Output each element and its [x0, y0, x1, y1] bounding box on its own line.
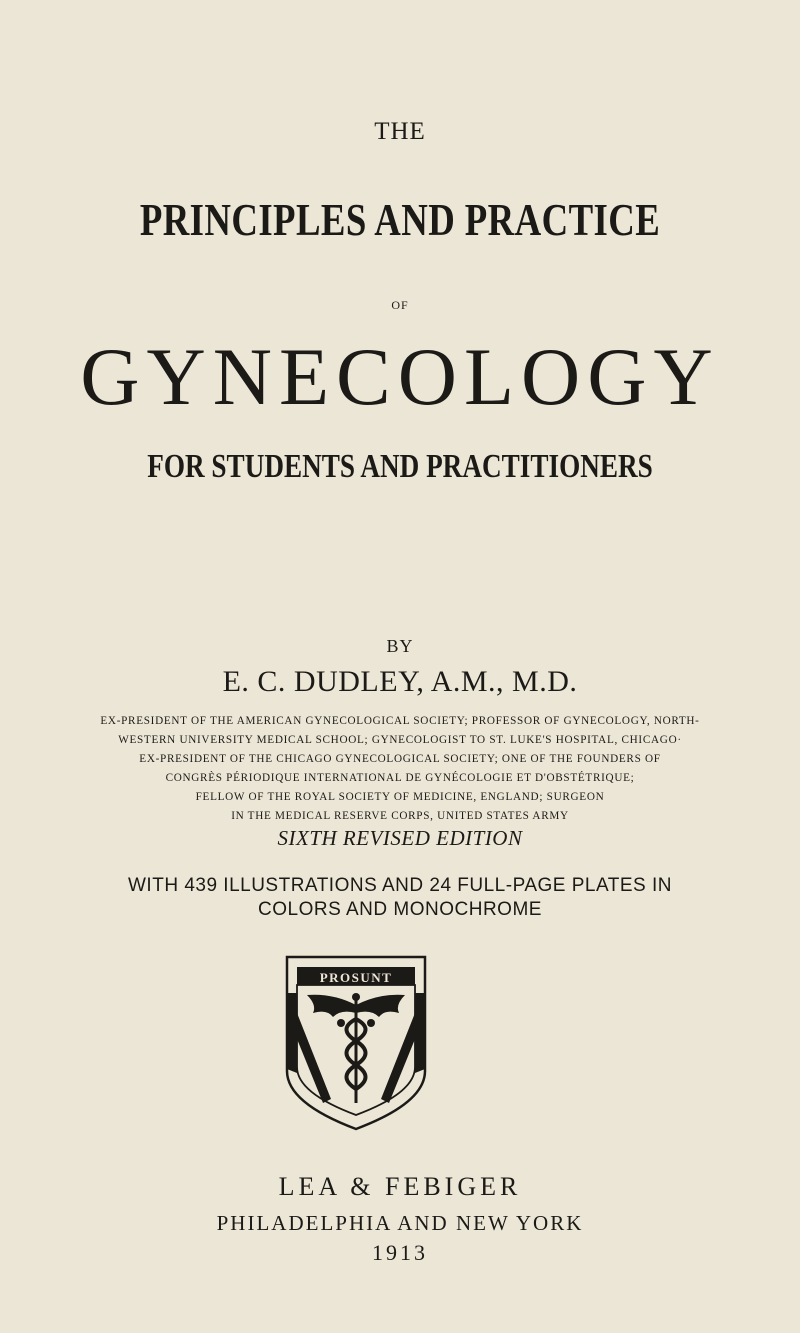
publisher-name: LEA & FEBIGER [278, 1172, 522, 1201]
credential-line: WESTERN UNIVERSITY MEDICAL SCHOOL; GYNECOLOGIST TO ST. LUKE'S HOSPITAL, CHICAGO· [118, 734, 682, 746]
credential-line: EX-PRESIDENT OF THE CHICAGO GYNECOLOGICAL SOCIETY; ONE OF THE FOUNDERS OF [139, 753, 661, 765]
credential-line: CONGRÈS PÉRIODIQUE INTERNATIONAL DE GYNÉCOLOGIE ET D'OBSTÉTRIQUE; [165, 772, 635, 784]
credential-line: FELLOW OF THE ROYAL SOCIETY OF MEDICINE, ENGLAND; SURGEON [195, 791, 605, 803]
publisher-cities: PHILADELPHIA AND NEW YORK [216, 1211, 584, 1235]
credential-line: IN THE MEDICAL RESERVE CORPS, UNITED STATES ARMY [231, 810, 569, 822]
caduceus-shield-icon [283, 953, 429, 1131]
subtitle: FOR STUDENTS AND PRACTITIONERS [147, 448, 653, 485]
credential-line: EX-PRESIDENT OF THE AMERICAN GYNECOLOGICAL SOCIETY; PROFESSOR OF GYNECOLOGY, NORTH- [100, 715, 700, 727]
publication-year: 1913 [372, 1240, 428, 1265]
author-name: E. C. DUDLEY, A.M., M.D. [222, 665, 578, 698]
svg-text:PROSUNT: PROSUNT [319, 970, 393, 985]
title-line-principles: PRINCIPLES AND PRACTICE [139, 194, 661, 245]
author-credentials [0, 712, 800, 826]
illustrations-line: COLORS AND MONOCHROME [258, 899, 542, 920]
illustrations-note [0, 874, 800, 922]
title-the: THE [374, 118, 426, 145]
edition-label: SIXTH REVISED EDITION [277, 826, 523, 850]
title-of: OF [391, 298, 409, 312]
illustrations-line: WITH 439 ILLUSTRATIONS AND 24 FULL-PAGE PLATES IN [128, 875, 672, 896]
by-label: BY [386, 636, 414, 656]
title-gynecology: GYNECOLOGY [80, 331, 720, 422]
